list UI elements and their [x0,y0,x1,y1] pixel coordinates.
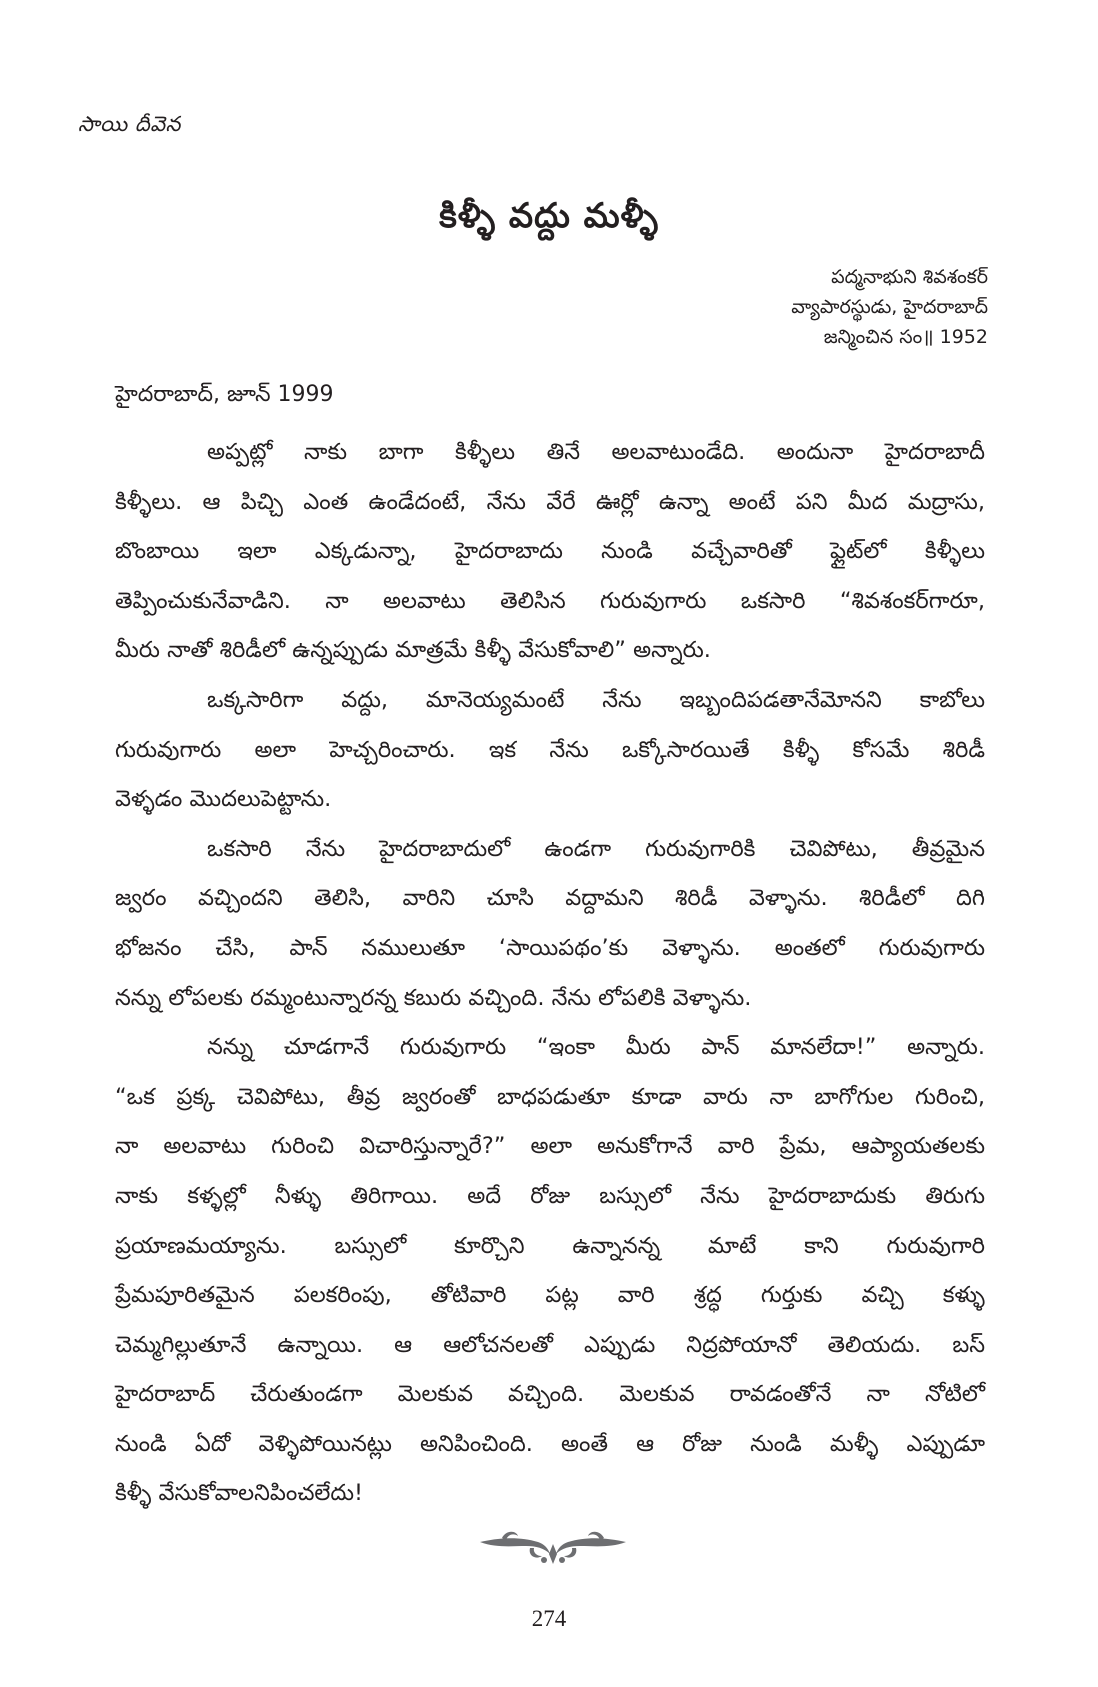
text-line: గురువుగారు అలా హెచ్చరించారు. ఇక నేను ఒక్కోసారయితే కిళ్ళీ కోసమే శిరిడీ [115,736,985,763]
paragraph [115,825,985,1023]
author-occupation: వ్యాపారస్థుడు, హైదరాబాద్ [791,296,988,318]
text-line: మీరు నాతో శిరిడీలో ఉన్నప్పుడు మాత్రమే కిళ్ళీ వేసుకోవాలి” అన్నారు. [115,637,711,664]
text-line: ప్రయాణమయ్యాను. బస్సులో కూర్చొని ఉన్నానన్న మాటే కాని గురువుగారి [115,1232,985,1259]
text-line: అప్పట్లో నాకు బాగా కిళ్ళీలు తినే అలవాటుండేది. అందునా హైదరాబాదీ [207,439,985,465]
text-line: ఒక్కసారిగా వద్దు, మానెయ్యమంటే నేను ఇబ్బందిపడతానేమోనని కాబోలు [207,686,985,713]
floral-flourish-icon [478,1528,628,1568]
author-birth-year: జన్మించిన సం॥ 1952 [823,326,988,348]
ornament-shapes [480,1532,626,1564]
text-line: నన్ను చూడగానే గురువుగారు “ఇంకా మీరు పాన్ మానలేదా!” అన్నారు. [207,1034,985,1061]
text-line: వెళ్ళడం మొదలుపెట్టాను. [115,786,332,813]
text-line: “ఒక ప్రక్క చెవిపోటు, తీవ్ర జ్వరంతో బాధపడుతూ కూడా వారు నా బాగోగుల గురించి, [115,1083,985,1110]
article-title: కిళ్ళీ వద్దు మళ్ళీ [439,196,659,236]
text-line: నుండి ఏదో వెళ్ళిపోయినట్లు అనిపించింది. అంతే ఆ రోజు నుండి మళ్ళీ ఎప్పుడూ [115,1430,985,1457]
text-line: కిళ్ళీ వేసుకోవాలనిపించలేదు! [115,1480,364,1507]
text-line: చెమ్మగిల్లుతూనే ఉన్నాయి. ఆ ఆలోచనలతో ఎప్పుడు నిద్రపోయానో తెలియదు. బస్ [115,1331,985,1358]
text-line: నన్ను లోపలకు రమ్మంటున్నారన్న కబురు వచ్చింది. నేను లోపలికి వెళ్ళాను. [115,984,752,1011]
paragraph [115,676,985,825]
author-name: పద్మనాభుని శివశంకర్ [831,266,988,288]
text-line: నాకు కళ్ళల్లో నీళ్ళు తిరిగాయి. అదే రోజు బస్సులో నేను హైదరాబాదుకు తిరుగు [115,1182,985,1209]
text-line: నా అలవాటు గురించి విచారిస్తున్నారే?” అలా అనుకోగానే వారి ప్రేమ, ఆప్యాయతలకు [115,1133,985,1160]
text-line: ప్రేమపూరితమైన పలకరింపు, తోటివారి పట్ల వారి శ్రద్ధ గుర్తుకు వచ్చి కళ్ళు [115,1282,985,1309]
text-line: ఒకసారి నేను హైదరాబాదులో ఉండగా గురువుగారికి చెవిపోటు, తీవ్రమైన [207,835,985,862]
paragraph [115,1023,985,1519]
dateline: హైదరాబాద్, జూన్ 1999 [115,382,334,407]
text-line: జ్వరం వచ్చిందని తెలిసి, వారిని చూసి వద్దామని శిరిడీ వెళ్ళాను. శిరిడీలో దిగి [115,885,985,912]
text-line: తెప్పించుకునేవాడిని. నా అలవాటు తెలిసిన గురువుగారు ఒకసారి “శివశంకర్‌గారూ, [115,587,985,614]
text-line: కిళ్ళీలు. ఆ పిచ్చి ఎంత ఉండేదంటే, నేను వేరే ఊర్లో ఉన్నా అంటే పని మీద మద్రాసు, [115,488,985,515]
paragraph [115,428,985,676]
page-number: 274 [531,1606,567,1631]
text-line: భోజనం చేసి, పాన్ నములుతూ ‘సాయిపథం’కు వెళ్ళాను. అంతలో గురువుగారు [115,934,985,961]
text-line: హైదరాబాద్ చేరుతుండగా మెలకువ వచ్చింది. మెలకువ రావడంతోనే నా నోటిలో [115,1381,985,1408]
article-body [115,428,985,1519]
running-head: సాయి దీవెన [78,112,181,136]
text-line: బొంబాయి ఇలా ఎక్కడున్నా, హైదరాబాదు నుండి వచ్చేవారితో ఫ్లైట్‌లో కిళ్ళీలు [115,538,985,565]
byline [791,262,988,352]
